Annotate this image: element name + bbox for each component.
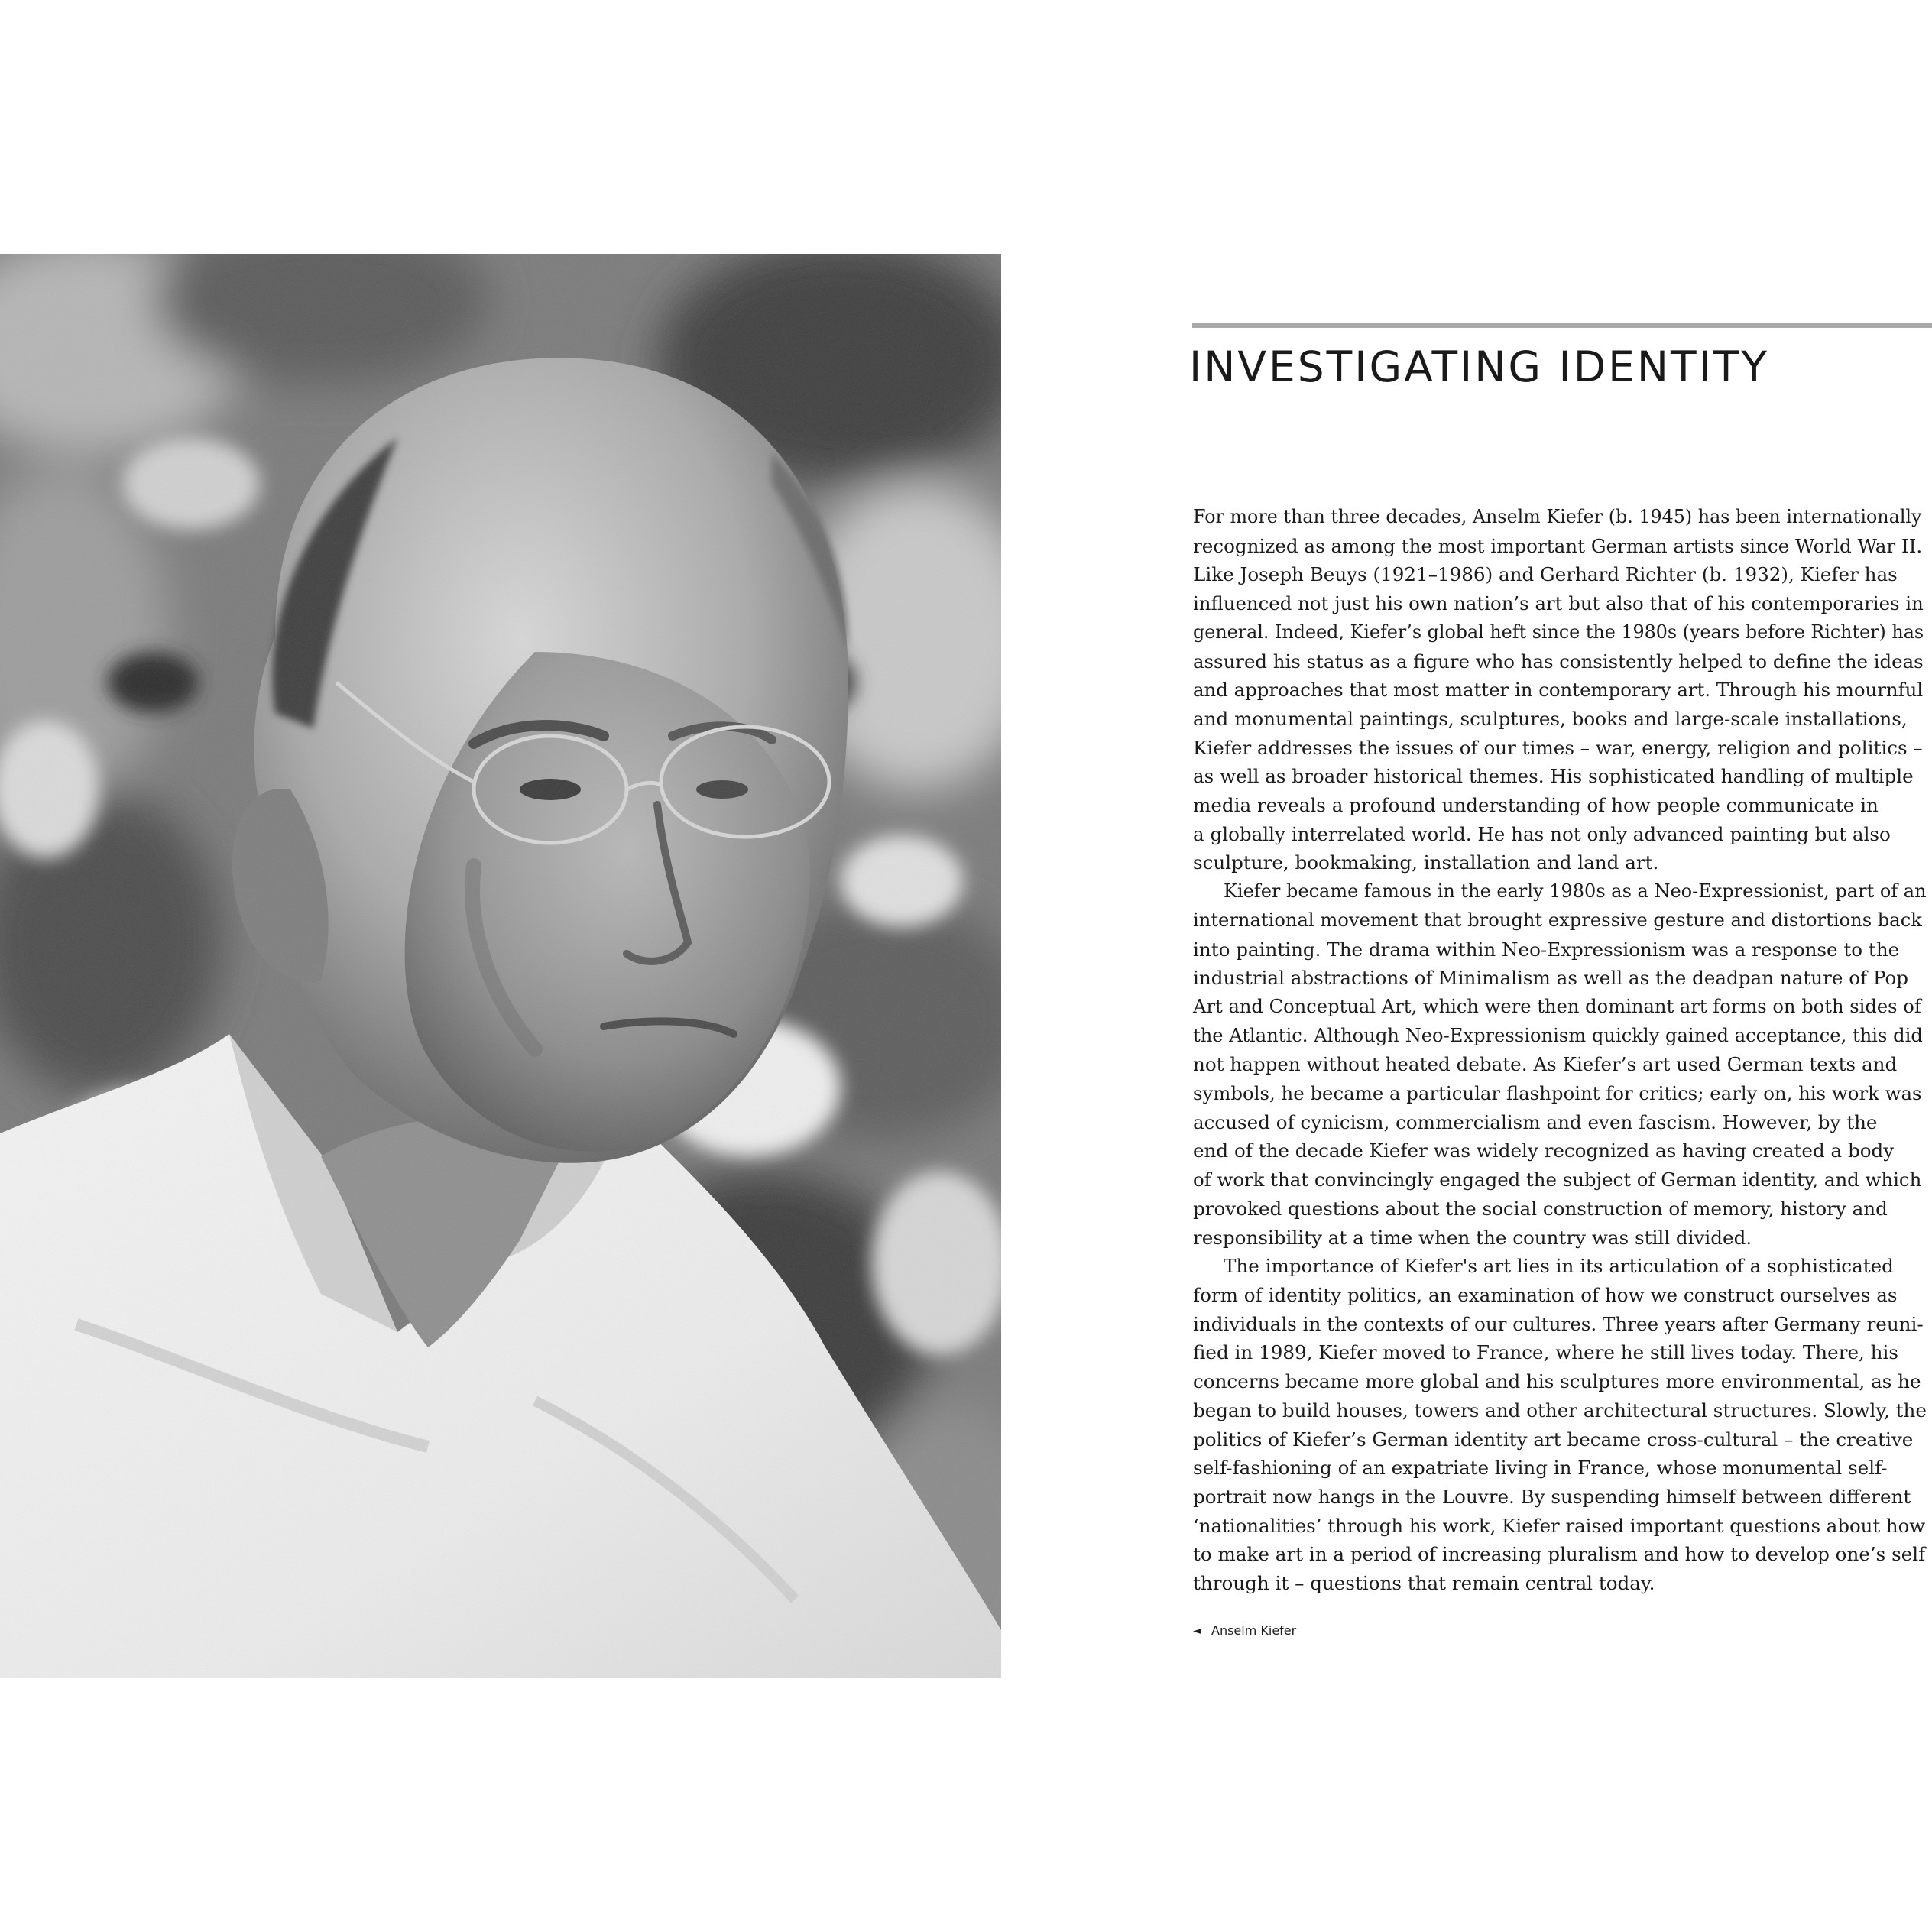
caption-arrow-icon: ◄	[1193, 1626, 1201, 1637]
body-line: provoked questions about the social construction of memory, history and	[1193, 1197, 1888, 1220]
body-text	[1193, 503, 1927, 1598]
body-line: influenced not just his own nation’s art but also that of his contemporaries in	[1193, 592, 1924, 615]
heading-rule	[1192, 323, 1932, 328]
body-line: ‘nationalities’ through his work, Kiefer raised important questions about how	[1193, 1514, 1926, 1537]
body-line: recognized as among the most important German artists since World War II.	[1193, 534, 1923, 557]
body-line: not happen without heated debate. As Kiefer’s art used German texts and	[1193, 1053, 1898, 1076]
body-line: Like Joseph Beuys (1921–1986) and Gerhard Richter (b. 1932), Kiefer has	[1193, 563, 1898, 586]
body-line: the Atlantic. Although Neo-Expressionism quickly gained acceptance, this did	[1193, 1024, 1923, 1046]
portrait-photo-graphic	[0, 254, 1001, 1678]
photo-caption	[1193, 1622, 1296, 1641]
portrait-photo	[0, 254, 1001, 1678]
body-line: general. Indeed, Kiefer’s global heft since the 1980s (years before Richter) has	[1193, 621, 1924, 643]
body-line: For more than three decades, Anselm Kiefer (b. 1945) has been internationally	[1193, 506, 1922, 527]
body-line: into painting. The drama within Neo-Expressionism was a response to the	[1193, 938, 1900, 961]
body-line: politics of Kiefer’s German identity art became cross-cultural – the creative	[1193, 1428, 1914, 1451]
body-line: portrait now hangs in the Louvre. By suspending himself between different	[1193, 1485, 1911, 1508]
body-line: form of identity politics, an examination of how we construct ourselves as	[1193, 1283, 1898, 1306]
body-line: individuals in the contexts of our cultures. Three years after Germany reuni-	[1193, 1312, 1924, 1335]
body-line: through it – questions that remain central today.	[1193, 1572, 1655, 1595]
body-line: to make art in a period of increasing pluralism and how to develop one’s self	[1193, 1543, 1926, 1566]
body-line: concerns became more global and his sculptures more environmental, as he	[1193, 1370, 1921, 1393]
body-line: as well as broader historical themes. His sophisticated handling of multiple	[1193, 765, 1914, 788]
body-line: media reveals a profound understanding of how people communicate in	[1193, 794, 1879, 817]
body-line: accused of cynicism, commercialism and even fascism. However, by the	[1193, 1110, 1878, 1133]
body-line: responsibility at a time when the country was still divided.	[1193, 1226, 1752, 1249]
body-line: and monumental paintings, sculptures, books and large-scale installations,	[1193, 707, 1908, 730]
body-line: assured his status as a figure who has consistently helped to define the ideas	[1193, 650, 1924, 673]
body-line: Art and Conceptual Art, which were then dominant art forms on both sides of	[1193, 995, 1921, 1017]
body-line: and approaches that most matter in contemporary art. Through his mournful	[1193, 679, 1924, 702]
caption-text: Anselm Kiefer	[1211, 1623, 1297, 1638]
body-line: Kiefer became famous in the early 1980s as a Neo-Expressionist, part of an	[1224, 880, 1927, 903]
body-line: self-fashioning of an expatriate living in France, whose monumental self-	[1193, 1457, 1888, 1480]
body-line: sculpture, bookmaking, installation and land art.	[1193, 851, 1659, 874]
body-line: industrial abstractions of Minimalism as well as the deadpan nature of Pop	[1193, 967, 1909, 990]
body-line: began to build houses, towers and other architectural structures. Slowly, the	[1193, 1399, 1927, 1421]
body-line: fied in 1989, Kiefer moved to France, where he still lives today. There, his	[1193, 1341, 1898, 1364]
body-line: of work that convincingly engaged the subject of German identity, and which	[1193, 1169, 1922, 1191]
chapter-heading: INVESTIGATING IDENTITY	[1189, 342, 1769, 391]
body-line: international movement that brought expressive gesture and distortions back	[1193, 909, 1922, 931]
body-line: symbols, he became a particular flashpoint for critics; early on, his work was	[1193, 1082, 1922, 1105]
body-line: end of the decade Kiefer was widely recognized as having created a body	[1193, 1139, 1895, 1162]
body-line: Kiefer addresses the issues of our times – war, energy, religion and politics –	[1193, 736, 1923, 759]
body-line: The importance of Kiefer's art lies in its articulation of a sophisticated	[1224, 1255, 1894, 1278]
body-line: a globally interrelated world. He has not only advanced painting but also	[1193, 822, 1891, 845]
